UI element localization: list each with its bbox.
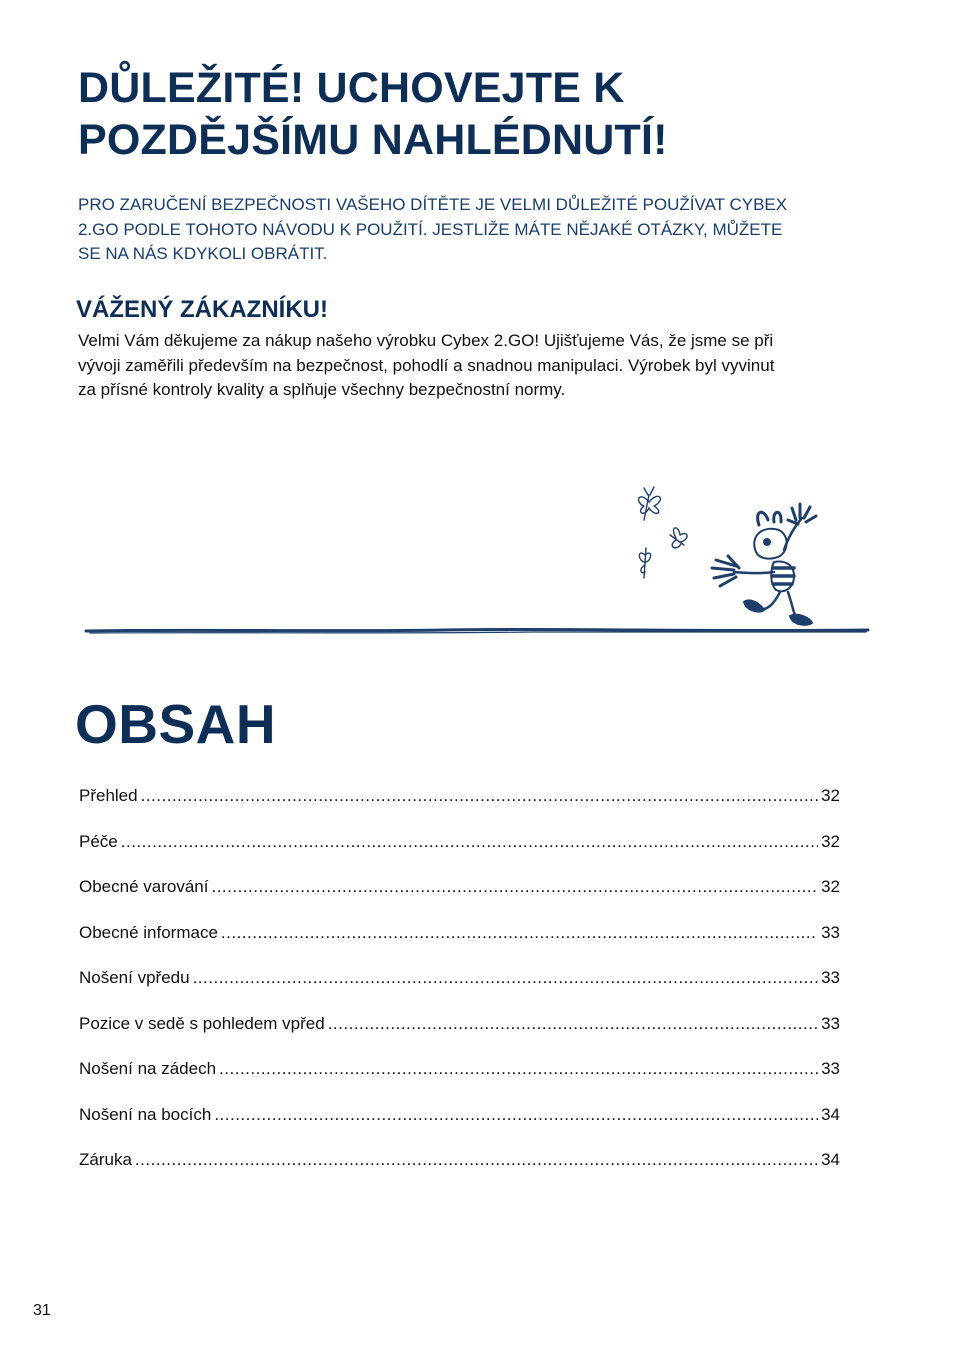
butterfly-icon [639,487,661,520]
toc-entry-page: 32 [821,877,840,896]
safety-intro-line-3: SE NA NÁS KDYKOLI OBRÁTIT. [78,244,328,263]
toc-entry[interactable] [79,832,840,878]
toc-entry[interactable] [79,1105,840,1151]
thank-you-line-1: Velmi Vám děkujeme za nákup našeho výrobku Cybex 2.GO! Ujišťujeme Vás, že jsme se při [78,331,774,350]
page-title-line-2: POZDĚJŠÍMU NAHLÉDNUTÍ! [78,116,668,164]
child-chasing-butterflies-drawing [84,480,874,640]
customer-greeting: VÁŽENÝ ZÁKAZNÍKU! [76,296,328,323]
butterfly-icon [670,528,687,548]
toc-entry-label: Přehled [79,786,138,805]
toc-dot-leader [221,923,818,943]
toc-entry-label: Péče [79,831,118,851]
toc-entry-page: 33 [821,1059,840,1078]
toc-entry-label: Obecné varování [79,877,209,896]
toc-dot-leader [193,968,819,988]
toc-entry[interactable] [79,1014,840,1060]
safety-intro [78,193,858,267]
toc-entry-page: 34 [821,1104,840,1124]
toc-entry-page: 32 [821,831,840,851]
thank-you-line-3: za přísné kontroly kvality a splňuje všechny bezpečnostní normy. [78,380,566,399]
illustration-svg [84,480,874,640]
toc-entry-label: Nošení na bocích [79,1104,212,1124]
toc-dot-leader [121,832,818,852]
toc-entry-page: 33 [821,922,840,942]
toc-entry-page: 34 [821,1150,840,1169]
toc-entry-label: Záruka [79,1150,132,1169]
toc-entry-page: 32 [821,786,840,805]
thank-you-line-2: vývoji zaměřili především na bezpečnost, pohodlí a snadnou manipulaci. Výrobek byl vyvinut [78,355,775,375]
toc-entry[interactable] [79,1150,840,1196]
toc-entry-label: Nošení na zádech [79,1059,217,1078]
toc-dot-leader [135,1150,818,1170]
toc-entry[interactable] [79,923,840,969]
toc-entry-label: Obecné informace [79,922,218,942]
safety-intro-line-1: PRO ZARUČENÍ BEZPEČNOSTI VAŠEHO DÍTĚTE JE VELMI DŮLEŽITÉ POUŽÍVAT CYBEX [78,195,788,214]
toc-entry[interactable] [79,877,840,923]
page-title [78,62,898,166]
toc-entry-page: 33 [821,1013,840,1033]
toc-entry-label: Nošení vpředu [79,968,190,987]
toc-entry[interactable] [79,1059,840,1105]
toc-dot-leader [214,1105,818,1125]
page-number: 31 [33,1302,51,1319]
safety-intro-line-2: 2.GO PODLE TOHOTO NÁVODU K POUŽITÍ. JESTLIŽE MÁTE NĚJAKÉ OTÁZKY, MŮŽETE [78,219,783,239]
toc-entry[interactable] [79,786,840,832]
toc-dot-leader [211,877,818,897]
toc-dot-leader [328,1014,818,1034]
child-figure [712,504,816,625]
toc-dot-leader [219,1059,818,1079]
toc-title: OBSAH [75,693,277,755]
ground-line [86,629,868,631]
toc-entry-page: 33 [821,968,840,987]
page-title-line-1: DŮLEŽITÉ! UCHOVEJTE K [78,64,625,112]
butterfly-icon [639,548,650,578]
toc-dot-leader [141,786,818,806]
thank-you-paragraph [78,329,848,403]
toc-entry[interactable] [79,968,840,1014]
toc-entry-label: Pozice v sedě s pohledem vpřed [79,1013,325,1033]
table-of-contents [79,786,840,1196]
